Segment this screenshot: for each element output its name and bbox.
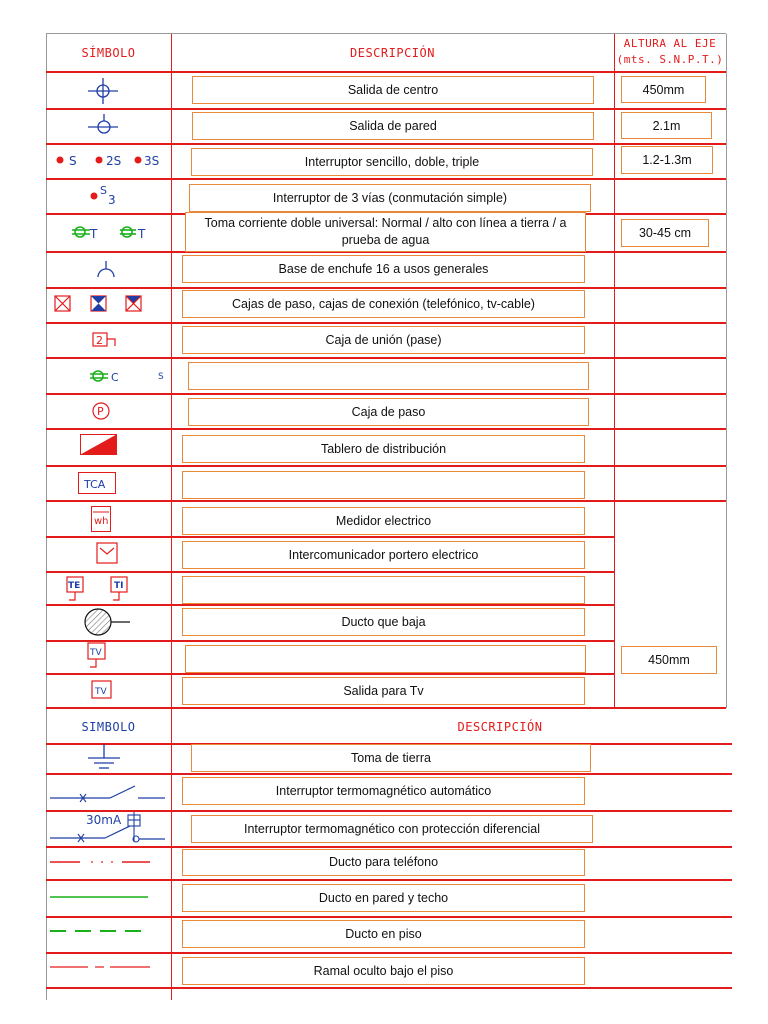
row-separator xyxy=(46,846,732,848)
tca-icon xyxy=(78,472,118,496)
row-description xyxy=(182,471,585,499)
row-separator xyxy=(46,428,726,430)
row-description: Interruptor termomagnético con protección diferencial xyxy=(191,815,593,843)
row-description: Salida de centro xyxy=(192,76,594,104)
ti-label: TI xyxy=(114,581,124,591)
table-top-border xyxy=(46,33,726,34)
row-separator xyxy=(46,707,726,709)
tv-outlet-icon xyxy=(91,680,115,702)
row-separator xyxy=(46,500,726,502)
outlet-c-icon xyxy=(88,366,168,386)
intercom-icon xyxy=(96,542,120,566)
header-description: DESCRIPCIÓN xyxy=(350,46,435,60)
differential-breaker-label: 30mA xyxy=(86,813,122,827)
tv-outlet-wall-icon xyxy=(87,642,117,670)
header-symbol: SÍMBOLO xyxy=(81,46,136,60)
row-description: Ducto para teléfono xyxy=(182,849,585,876)
outlet-wall-icon xyxy=(88,114,118,140)
row-separator xyxy=(46,357,726,359)
row-description: Tablero de distribución xyxy=(182,435,585,463)
row-description xyxy=(182,576,585,604)
row-description xyxy=(188,362,589,390)
meter-icon xyxy=(91,506,113,534)
row-description: Medidor electrico xyxy=(182,507,585,535)
double-outlet-t2-label: T xyxy=(138,227,146,241)
double-outlet-icon xyxy=(70,222,160,242)
row-separator xyxy=(46,143,726,145)
pass-box-icon xyxy=(91,401,111,421)
pass-box-letter: P xyxy=(97,405,104,418)
row-description: Caja de paso xyxy=(188,398,589,426)
outlet-c-label: C xyxy=(111,371,119,384)
plug-base-icon xyxy=(96,259,116,279)
row-description: Ducto en piso xyxy=(182,920,585,948)
row-height: 450mm xyxy=(621,646,717,674)
junction-boxes-icon xyxy=(54,294,149,314)
meter-label: wh xyxy=(94,516,109,527)
row-description: Interruptor de 3 vías (conmutación simple) xyxy=(189,184,591,212)
row-description xyxy=(185,645,586,673)
wall-ceiling-duct-line-icon xyxy=(50,892,150,902)
row-separator xyxy=(46,108,726,110)
row-description: Interruptor termomagnético automático xyxy=(182,777,585,805)
union-box-number: 2 xyxy=(96,334,103,347)
outlet-s-label: S xyxy=(158,372,164,382)
row-description: Ducto que baja xyxy=(182,608,585,636)
row-description: Base de enchufe 16 a usos generales xyxy=(182,255,585,283)
row-separator xyxy=(46,879,732,881)
row-separator xyxy=(46,773,732,775)
outlet-center-icon xyxy=(88,78,118,104)
header-symbol-2: SIMBOLO xyxy=(81,720,136,734)
row-separator xyxy=(46,571,614,573)
three-way-switch-icon xyxy=(90,183,130,209)
switch-s-label: S xyxy=(69,154,77,168)
tv-label: TV xyxy=(95,687,107,697)
duct-down-icon xyxy=(83,607,133,637)
switch-2s-label: 2S xyxy=(106,154,122,168)
row-description: Ducto en pared y techo xyxy=(182,884,585,912)
switch-single-double-triple-icon xyxy=(55,152,170,170)
row-description: Toma corriente doble universal: Normal / alto con línea a tierra / a prueba de agua xyxy=(185,212,586,252)
phone-duct-line-icon xyxy=(50,857,155,867)
switch-3s-label: 3S xyxy=(144,154,160,168)
row-separator xyxy=(46,465,726,467)
differential-breaker-icon xyxy=(50,812,170,846)
header-height-line1: ALTURA AL EJE xyxy=(623,37,717,50)
floor-duct-line-icon xyxy=(50,926,155,936)
te-ti-icon xyxy=(64,576,134,604)
row-description: Interruptor sencillo, doble, triple xyxy=(191,148,593,176)
row-separator xyxy=(46,604,614,606)
tca-label: TCA xyxy=(84,478,106,491)
row-separator xyxy=(46,640,614,642)
breaker-icon xyxy=(50,782,170,806)
row-separator xyxy=(46,987,732,989)
header-height-line2: (mts. S.N.P.T.) xyxy=(616,53,724,66)
row-height: 30-45 cm xyxy=(621,219,709,247)
tv-wall-label: TV xyxy=(90,648,102,658)
three-way-3-label: 3 xyxy=(108,193,116,207)
row-description: Caja de unión (pase) xyxy=(182,326,585,354)
row-separator xyxy=(46,178,726,180)
row-description: Ramal oculto bajo el piso xyxy=(182,957,585,985)
double-outlet-t1-label: T xyxy=(90,227,98,241)
row-separator xyxy=(46,536,614,538)
row-separator xyxy=(46,393,726,395)
hidden-branch-line-icon xyxy=(50,962,155,972)
row-separator xyxy=(46,71,726,73)
row-description: Intercomunicador portero electrico xyxy=(182,541,585,569)
union-box-icon xyxy=(92,330,122,350)
te-label: TE xyxy=(68,581,81,591)
row-description: Cajas de paso, cajas de conexión (telefónico, tv-cable) xyxy=(182,290,585,318)
row-separator xyxy=(46,673,614,675)
row-description: Salida para Tv xyxy=(182,677,585,705)
height-column-divider xyxy=(614,34,615,708)
row-height: 2.1m xyxy=(621,112,712,139)
row-separator xyxy=(46,916,732,918)
row-separator xyxy=(46,322,726,324)
row-description: Toma de tierra xyxy=(191,744,591,772)
row-separator xyxy=(46,287,726,289)
row-height: 1.2-1.3m xyxy=(621,146,713,174)
row-description: Salida de pared xyxy=(192,112,594,140)
distribution-board-icon xyxy=(80,434,118,456)
header-description-2: DESCRIPCIÓN xyxy=(457,720,543,734)
row-height: 450mm xyxy=(621,76,706,103)
ground-icon xyxy=(84,744,124,774)
table-right-border xyxy=(726,34,727,708)
three-way-s-label: S xyxy=(100,184,107,197)
row-separator xyxy=(46,952,732,954)
